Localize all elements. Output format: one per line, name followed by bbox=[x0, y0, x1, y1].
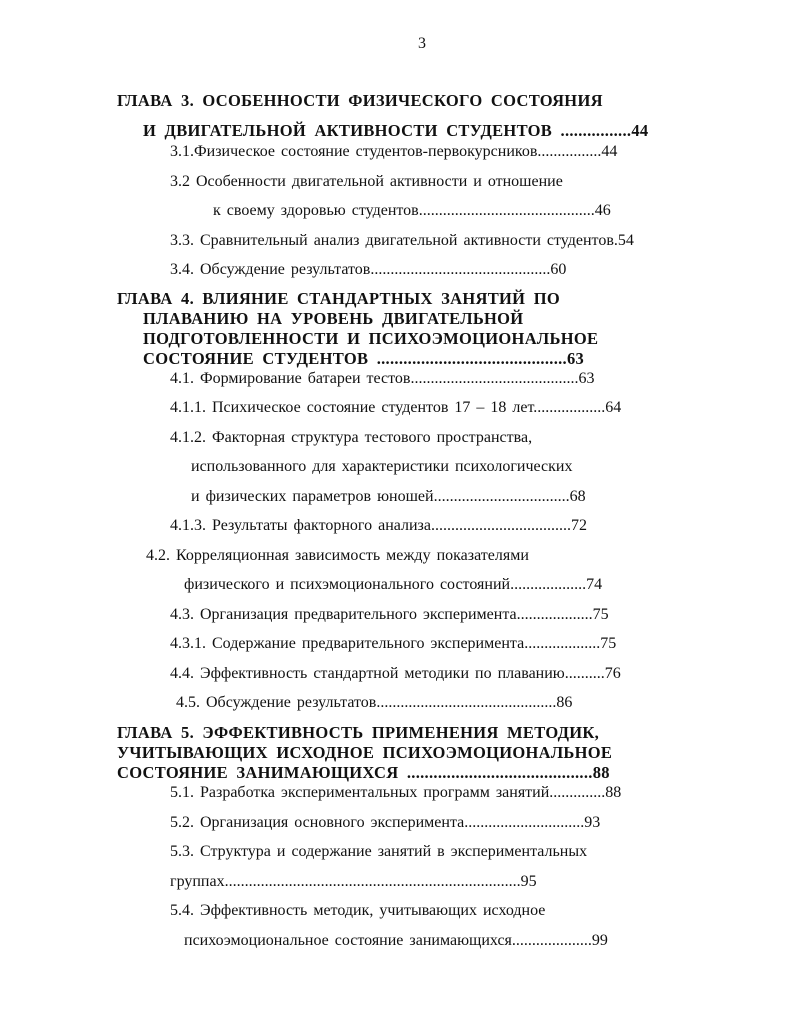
toc-entry-3-1: 3.1.Физическое состояние студентов-первокурсников................44 bbox=[170, 143, 618, 160]
toc-entry-3-2-line-2: к своему здоровью студентов............................................46 bbox=[213, 202, 611, 219]
toc-entry-4-1-2-line-3: и физических параметров юношей..................................68 bbox=[191, 488, 586, 505]
toc-entry-4-5: 4.5. Обсуждение результатов.............................................86 bbox=[176, 694, 573, 711]
chapter-4-heading-line-3: ПОДГОТОВЛЕННОСТИ И ПСИХОЭМОЦИОНАЛЬНОЕ bbox=[143, 329, 599, 348]
toc-entry-4-1-3: 4.1.3. Результаты факторного анализа...................................72 bbox=[170, 517, 587, 534]
toc-entry-5-1: 5.1. Разработка экспериментальных программ занятий..............88 bbox=[170, 784, 622, 801]
chapter-3-heading-line-1: ГЛАВА 3. ОСОБЕННОСТИ ФИЗИЧЕСКОГО СОСТОЯНИЯ bbox=[117, 91, 603, 110]
toc-entry-4-1-2-line-1: 4.1.2. Факторная структура тестового пространства, bbox=[170, 429, 533, 446]
toc-entry-4-1-2-line-2: использованного для характеристики психологических bbox=[191, 458, 573, 475]
chapter-4-heading-line-2: ПЛАВАНИЮ НА УРОВЕНЬ ДВИГАТЕЛЬНОЙ bbox=[143, 309, 524, 328]
toc-entry-5-4-line-2: психоэмоциональное состояние занимающихся....................99 bbox=[184, 932, 608, 949]
toc-entry-4-4: 4.4. Эффективность стандартной методики по плаванию..........76 bbox=[170, 665, 621, 682]
toc-entry-5-4-line-1: 5.4. Эффективность методик, учитывающих исходное bbox=[170, 902, 546, 919]
chapter-5-heading-line-1: ГЛАВА 5. ЭФФЕКТИВНОСТЬ ПРИМЕНЕНИЯ МЕТОДИК, bbox=[117, 723, 600, 742]
toc-entry-5-2: 5.2. Организация основного эксперимента..............................93 bbox=[170, 814, 601, 831]
chapter-4-heading-line-1: ГЛАВА 4. ВЛИЯНИЕ СТАНДАРТНЫХ ЗАНЯТИЙ ПО bbox=[117, 289, 560, 308]
toc-entry-3-4: 3.4. Обсуждение результатов.............................................60 bbox=[170, 261, 567, 278]
toc-entry-5-3-line-1: 5.3. Структура и содержание занятий в экспериментальных bbox=[170, 843, 588, 860]
toc-entry-4-3: 4.3. Организация предварительного эксперимента...................75 bbox=[170, 606, 609, 623]
toc-entry-4-3-1: 4.3.1. Содержание предварительного эксперимента...................75 bbox=[170, 635, 617, 652]
chapter-4-heading-line-4: СОСТОЯНИЕ СТУДЕНТОВ ...........................................63 bbox=[143, 349, 585, 368]
toc-entry-3-2-line-1: 3.2 Особенности двигательной активности и отношение bbox=[170, 173, 563, 190]
toc-entry-5-3-line-2: группах..........................................................................95 bbox=[170, 873, 537, 890]
chapter-3-heading-line-2: И ДВИГАТЕЛЬНОЙ АКТИВНОСТИ СТУДЕНТОВ ................44 bbox=[143, 121, 649, 140]
toc-entry-4-1-1: 4.1.1. Психическое состояние студентов 17 – 18 лет..................64 bbox=[170, 399, 622, 416]
toc-entry-4-1: 4.1. Формирование батареи тестов..........................................63 bbox=[170, 370, 595, 387]
chapter-5-heading-line-2: УЧИТЫВАЮЩИХ ИСХОДНОЕ ПСИХОЭМОЦИОНАЛЬНОЕ bbox=[117, 743, 613, 762]
toc-entry-3-3: 3.3. Сравнительный анализ двигательной активности студентов.54 bbox=[170, 232, 634, 249]
chapter-5-heading-line-3: СОСТОЯНИЕ ЗАНИМАЮЩИХСЯ ..........................................88 bbox=[117, 763, 610, 782]
toc-entry-4-2-line-1: 4.2. Корреляционная зависимость между показателями bbox=[146, 547, 529, 564]
toc-entry-4-2-line-2: физического и психэмоционального состояний...................74 bbox=[184, 576, 603, 593]
page-number: 3 bbox=[418, 35, 426, 52]
